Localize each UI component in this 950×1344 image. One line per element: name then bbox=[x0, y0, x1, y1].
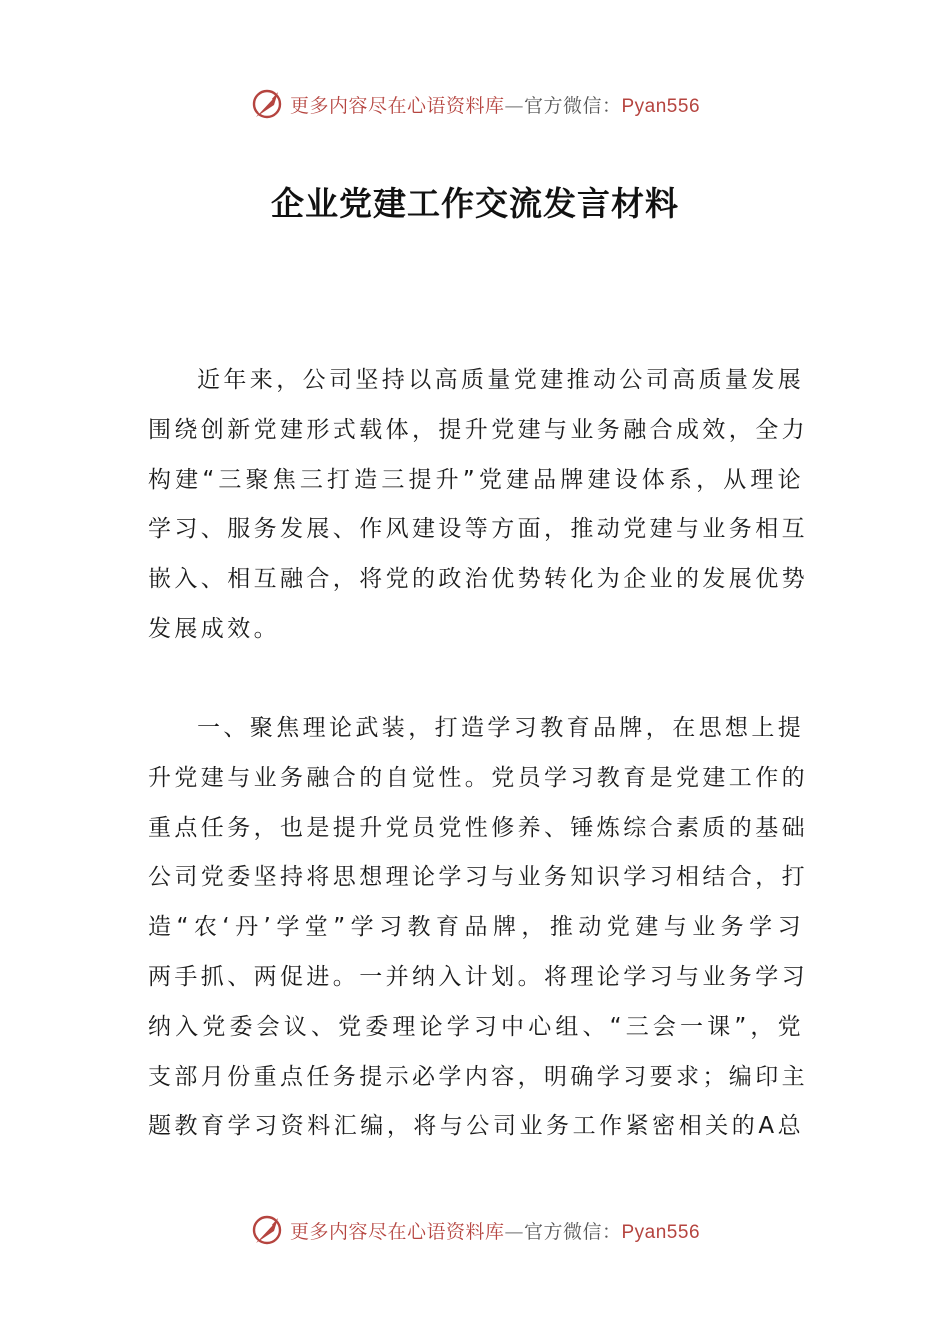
text-line: 升党建与业务融合的自觉性。党员学习教育是党建工作的 bbox=[148, 764, 808, 791]
text-line: 纳入党委会议、党委理论学习中心组、“三会一课”，党 bbox=[148, 1013, 804, 1040]
text-line: 两手抓、两促进。一并纳入计划。将理论学习与业务学习 bbox=[148, 963, 808, 990]
text-line: 造“农‘丹’学堂”学习教育品牌，推动党建与业务学习 bbox=[148, 914, 804, 941]
paragraph-section-one bbox=[148, 704, 808, 1152]
paragraph-intro bbox=[148, 356, 808, 655]
text-line: 一、聚焦理论武装，打造学习教育品牌，在思想上提 bbox=[197, 715, 805, 741]
text-line: 构建“三聚焦三打造三提升”党建品牌建设体系，从理论 bbox=[148, 466, 804, 493]
text-line: 支部月份重点任务提示必学内容，明确学习要求；编印主 bbox=[148, 1063, 808, 1090]
text-line: 题教育学习资料汇编，将与公司业务工作紧密相关的A总 bbox=[148, 1113, 804, 1140]
quill-logo-icon bbox=[250, 87, 284, 121]
text-line: 发展成效。 bbox=[148, 615, 280, 642]
text-line: 公司党委坚持将思想理论学习与业务知识学习相结合，打 bbox=[148, 864, 808, 891]
watermark-banner-bottom bbox=[0, 1210, 950, 1250]
watermark-text: 更多内容尽在心语资料库—官方微信：Pyan556 bbox=[289, 94, 701, 117]
watermark-banner-top bbox=[0, 84, 950, 124]
text-line: 围绕创新党建形式载体，提升党建与业务融合成效，全力 bbox=[148, 416, 808, 443]
text-line: 重点任务，也是提升党员党性修养、锤炼综合素质的基础 bbox=[148, 814, 808, 841]
text-line: 嵌入、相互融合，将党的政治优势转化为企业的发展优势 bbox=[148, 566, 808, 593]
watermark-text: 更多内容尽在心语资料库—官方微信：Pyan556 bbox=[289, 1220, 701, 1243]
text-line: 近年来，公司坚持以高质量党建推动公司高质量发展 bbox=[197, 367, 805, 393]
quill-logo-icon bbox=[250, 1213, 284, 1247]
document-title: 企业党建工作交流发言材料 bbox=[271, 184, 679, 223]
text-line: 学习、服务发展、作风建设等方面，推动党建与业务相互 bbox=[148, 516, 808, 543]
